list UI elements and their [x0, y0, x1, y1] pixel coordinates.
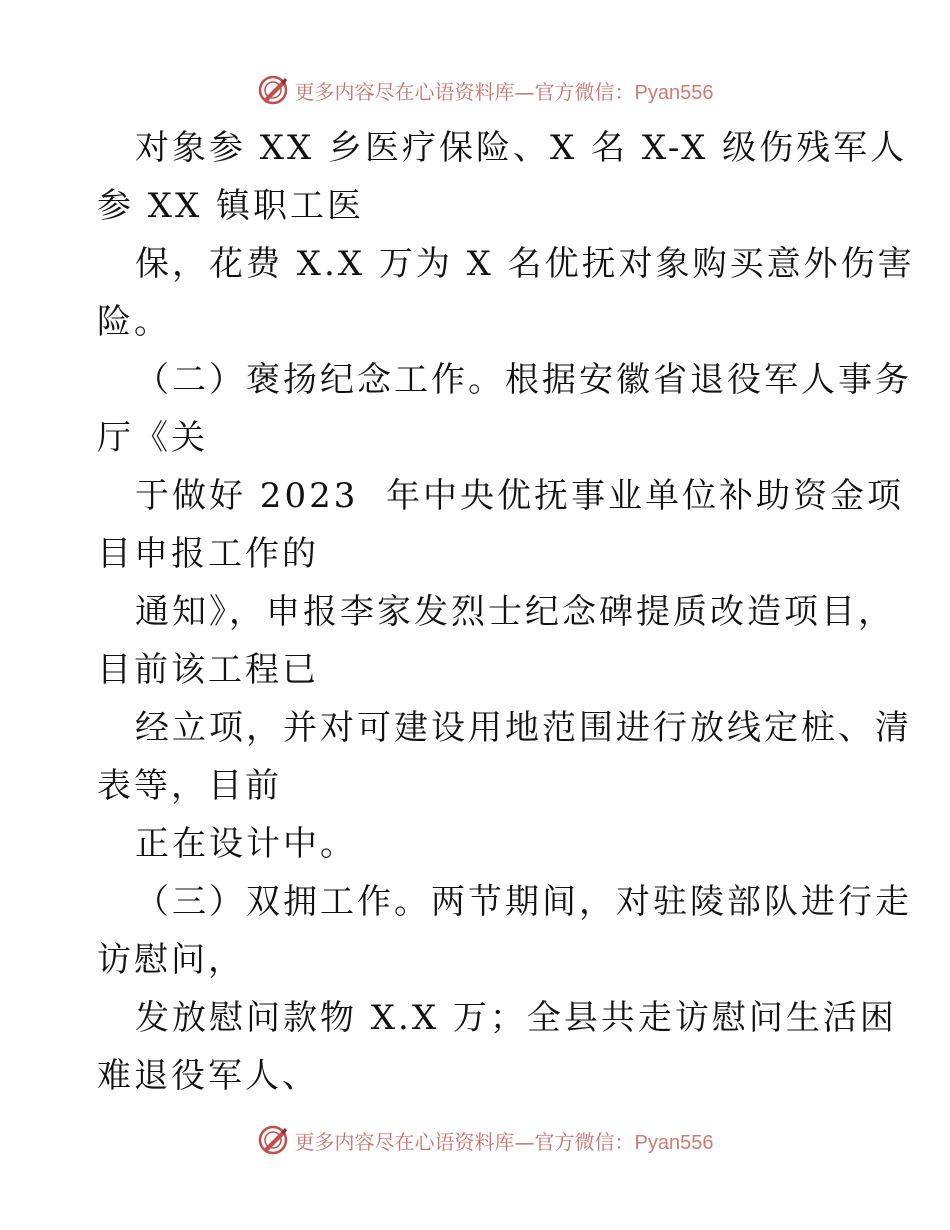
- text-line: 于做好 2023 年中央优抚事业单位补助资金项: [135, 476, 904, 516]
- banner-title: 更多内容尽在心语资料库: [294, 79, 515, 104]
- footer-banner: [0, 1120, 950, 1160]
- banner-title: 更多内容尽在心语资料库: [294, 1129, 515, 1154]
- text-line: 目前该工程已: [97, 650, 319, 690]
- text-line: 参 XX 镇职工医: [97, 186, 365, 226]
- text-line: 保，花费 X.X 万为 X 名优抚对象购买意外伤害: [135, 244, 915, 284]
- text-line: 正在设计中。: [135, 824, 357, 864]
- banner-wechat-id: Pyan556: [634, 1131, 714, 1154]
- banner-wechat-id: Pyan556: [634, 81, 714, 104]
- header-banner: [0, 70, 950, 110]
- banner-wechat-label: 官方微信：: [534, 1129, 635, 1154]
- banner-wechat-label: 官方微信：: [534, 79, 635, 104]
- text-line: （三）双拥工作。两节期间，对驻陵部队进行走: [135, 882, 912, 922]
- pen-logo-icon: [257, 1124, 289, 1156]
- text-line: 厅《关: [97, 418, 208, 458]
- text-line: 通知》，申报李家发烈士纪念碑提质改造项目，: [135, 592, 895, 632]
- text-line: 难退役军人、: [97, 1056, 319, 1096]
- text-line: 目申报工作的: [97, 534, 319, 574]
- banner-dash: —: [514, 1129, 535, 1154]
- pen-logo-icon: [257, 74, 289, 106]
- text-line: 发放慰问款物 X.X 万；全县共走访慰问生活困: [135, 998, 897, 1038]
- banner-dash: —: [514, 79, 535, 104]
- text-line: （二）褒扬纪念工作。根据安徽省退役军人事务: [135, 360, 912, 400]
- text-line: 险。: [97, 302, 171, 342]
- text-line: 经立项，并对可建设用地范围进行放线定桩、清: [135, 708, 912, 748]
- text-line: 对象参 XX 乡医疗保险、X 名 X-X 级伤残军人: [135, 128, 908, 168]
- text-line: 访慰问，: [97, 940, 245, 980]
- text-line: 表等，目前: [97, 766, 282, 806]
